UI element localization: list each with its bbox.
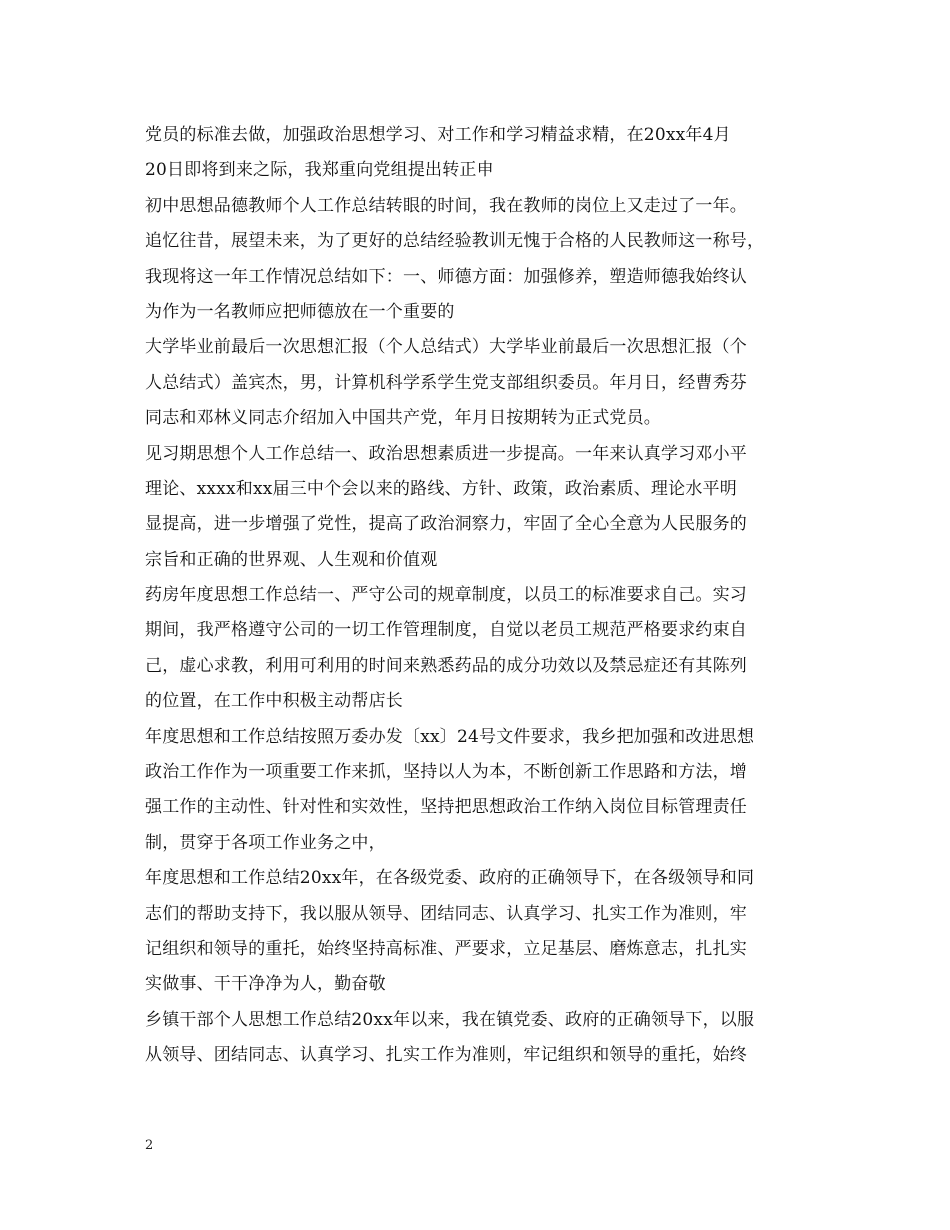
text-line: 强工作的主动性、针对性和实效性，坚持把思想政治工作纳入岗位目标管理责任 xyxy=(145,797,747,818)
text-line: 追忆往昔，展望未来，为了更好的总结经验教训无愧于合格的人民教师这一称号， xyxy=(145,231,765,252)
page-number: 2 xyxy=(145,1138,154,1153)
text-line: 年度思想和工作总结按照万委办发〔xx〕24号文件要求，我乡把加强和改进思想 xyxy=(145,726,755,747)
text-line: 年度思想和工作总结20xx年，在各级党委、政府的正确领导下，在各级领导和同 xyxy=(145,868,755,889)
text-line: 党员的标准去做，加强政治思想学习、对工作和学习精益求精，在20xx年4月 xyxy=(145,125,731,145)
text-line: 人总结式）盖宾杰，男，计算机科学系学生党支部组织委员。年月日，经曹秀芬 xyxy=(145,372,747,393)
text-line: 实做事、干干净净为人，勤奋敬 xyxy=(145,974,386,995)
text-line: 20日即将到来之际，我郑重向党组提出转正申 xyxy=(145,160,494,181)
text-line: 制，贯穿于各项工作业务之中， xyxy=(145,832,386,853)
text-line: 己，虚心求教，利用可利用的时间来熟悉药品的成分功效以及禁忌症还有其陈列 xyxy=(145,655,747,676)
text-line: 大学毕业前最后一次思想汇报（个人总结式）大学毕业前最后一次思想汇报（个 xyxy=(145,337,747,358)
text-line: 我现将这一年工作情况总结如下：一、师德方面：加强修养，塑造师德我始终认 xyxy=(145,266,747,287)
text-line: 的位置，在工作中积极主动帮店长 xyxy=(145,691,403,712)
text-line: 同志和邓林义同志介绍加入中国共产党，年月日按期转为正式党员。 xyxy=(145,408,661,429)
text-line: 见习期思想个人工作总结一、政治思想素质进一步提高。一年来认真学习邓小平 xyxy=(145,443,747,464)
text-line: 志们的帮助支持下，我以服从领导、团结同志、认真学习、扎实工作为准则，牢 xyxy=(145,903,747,924)
text-line: 乡镇干部个人思想工作总结20xx年以来，我在镇党委、政府的正确领导下，以服 xyxy=(145,1009,755,1030)
text-line: 初中思想品德教师个人工作总结转眼的时间，我在教师的岗位上又走过了一年。 xyxy=(145,195,747,216)
text-line: 期间，我严格遵守公司的一切工作管理制度，自觉以老员工规范严格要求约束自 xyxy=(145,620,747,641)
text-line: 为作为一名教师应把师德放在一个重要的 xyxy=(145,301,455,322)
text-line: 政治工作作为一项重要工作来抓，坚持以人为本，不断创新工作思路和方法，增 xyxy=(145,762,747,783)
text-line: 显提高，进一步增强了党性，提高了政治洞察力，牢固了全心全意为人民服务的 xyxy=(145,514,747,535)
document-body xyxy=(145,118,815,1074)
text-line: 记组织和领导的重托，始终坚持高标准、严要求，立足基层、磨炼意志，扎扎实 xyxy=(145,938,747,959)
text-line: 宗旨和正确的世界观、人生观和价值观 xyxy=(145,549,438,570)
text-line: 从领导、团结同志、认真学习、扎实工作为准则，牢记组织和领导的重托，始终 xyxy=(145,1045,747,1066)
text-line: 理论、xxxx和xx届三中个会以来的路线、方针、政策，政治素质、理论水平明 xyxy=(145,478,737,499)
text-line: 药房年度思想工作总结一、严守公司的规章制度，以员工的标准要求自己。实习 xyxy=(145,585,747,606)
